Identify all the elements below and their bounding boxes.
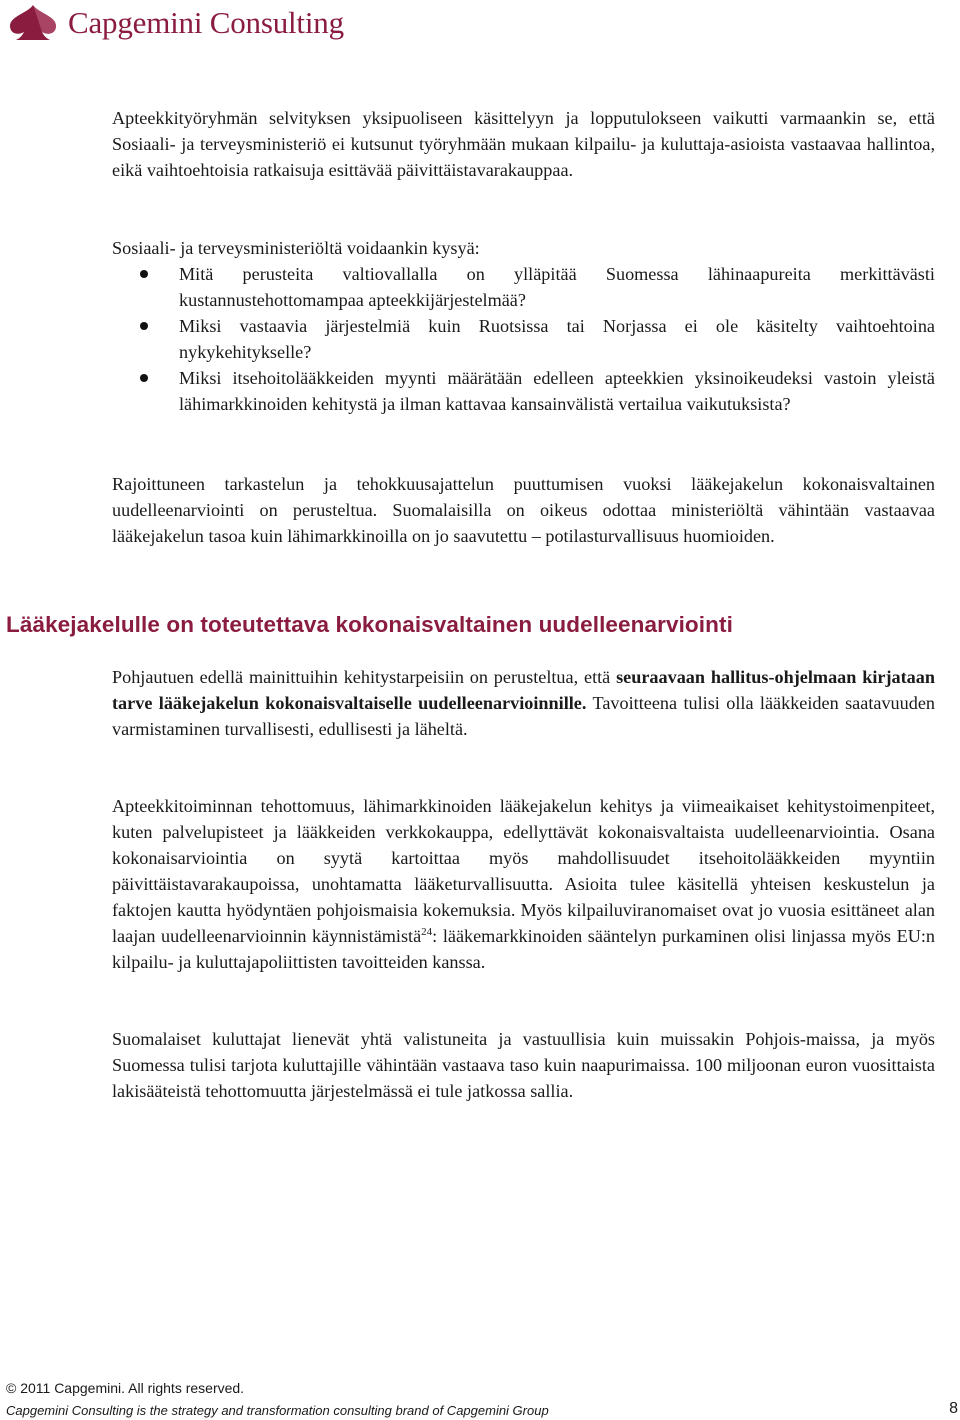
list-item: Miksi itsehoitolääkkeiden myynti määrätään edelleen apteekkien yksinoikeudeksi vastoin yleistä lähimarkkinoiden kehitystä ja ilman kattavaa kansainvälistä vertailua vaikutuksista? xyxy=(140,365,935,417)
footer-tagline: Capgemini Consulting is the strategy and transformation consulting brand of Capgemini Group xyxy=(6,1403,549,1418)
question-lead: Sosiaali- ja terveysministeriöltä voidaankin kysyä: xyxy=(112,238,480,258)
page-number: 8 xyxy=(949,1400,958,1417)
consumer-paragraph: Suomalaiset kuluttajat lienevät yhtä valistuneita ja vastuullisia kuin muissakin Pohjois-maissa, ja myös Suomessa tulisi tarjota kuluttajille vähintään vastaava taso kuin naapurimaissa. 100 miljoonan euron vuosittaista lakisääteistä tehottomuutta järjestelmässä ei tule jatkossa sallia. xyxy=(112,1029,935,1101)
recommendation-paragraph: Pohjautuen edellä mainittuihin kehitystarpeisiin on perusteltua, että seuraavaan hallitus-ohjelmaan kirjataan tarve lääkejakelun kokonaisvaltaiselle uudelleenarvioinnille. Tavoitteena tulisi olla lääkkeiden saatavuuden varmistaminen turvallisesti, edullisesti ja läheltä. xyxy=(112,667,935,739)
bullet-icon xyxy=(140,270,148,278)
conclusion-paragraph: Rajoittuneen tarkastelun ja tehokkuusajattelun puuttumisen vuoksi lääkejakelun kokonaisvaltainen uudelleenarviointi on perusteltua. Suomalaisilla on oikeus odottaa ministeriöltä vähintään vastaavaa lääkejakelun tasoa kuin lähimarkkinoilla on jo saavutettu – potilasturvallisuus huomioiden. xyxy=(112,474,935,546)
copyright: © 2011 Capgemini. All rights reserved. xyxy=(6,1380,245,1396)
analysis-paragraph: Apteekkitoiminnan tehottomuus, lähimarkkinoiden lääkejakelun kehitys ja viimeaikaiset kehitystoimenpiteet, kuten palvelupisteet ja lääkkeiden verkkokauppa, edellyttävät kokonaisvaltaista uudelleenarviointia. Osana kokonaisarviointia on syytä kartoittaa myös mahdollisuudet itsehoitolääkkeiden myyntiin päivittäistavarakaupoissa, unohtamatta lääketurvallisuutta. Asioita tulee käsitellä yhteisen keskustelun ja faktojen kautta hyödyntäen pohjoismaisia kokemuksia. Myös kilpailuviranomaiset ovat jo vuosia esittäneet alan laajan uudelleenarvioinnin käynnistämistä$^{24}$: lääkemarkkinoiden sääntelyn purkaminen olisi linjassa myös EU:n kilpailu- ja kuluttajapoliittisten tavoitteiden kanssa. xyxy=(112,796,935,972)
recommendation-highlight: seuraavaan hallitus-ohjelmaan kirjataan tarve lääkejakelun kokonaisvaltaiselle uudelleenarvioinnille. xyxy=(112,667,935,713)
question-list xyxy=(140,261,935,417)
bullet-icon xyxy=(140,322,148,330)
spade-logo-icon xyxy=(4,2,62,42)
capgemini-logo xyxy=(4,0,344,44)
bullet-icon xyxy=(140,374,148,382)
footnote-ref: 24 xyxy=(421,925,433,938)
intro-paragraph: Apteekkityöryhmän selvityksen yksipuoliseen käsittelyyn ja lopputulokseen vaikutti varmaankin se, että Sosiaali- ja terveysministeriö ei kutsunut työryhmään mukaan kilpailu- ja kuluttaja-asioista vastaavaa hallintoa, eikä vaihtoehtoisia ratkaisuja esittävää päivittäistavarakauppaa. xyxy=(112,108,935,180)
brand-name: Capgemini Consulting xyxy=(68,5,344,40)
list-item: Mitä perusteita valtiovallalla on ylläpitää Suomessa lähinaapureita merkittävästi kustannustehottomampaa apteekkijärjestelmää? xyxy=(140,261,935,313)
section-heading: Lääkejakelulle on toteutettava kokonaisvaltainen uudelleenarviointi xyxy=(6,612,733,637)
list-item: Miksi vastaavia järjestelmiä kuin Ruotsissa tai Norjassa ei ole käsitelty vaihtoehtoina nykykehitykselle? xyxy=(140,313,935,365)
